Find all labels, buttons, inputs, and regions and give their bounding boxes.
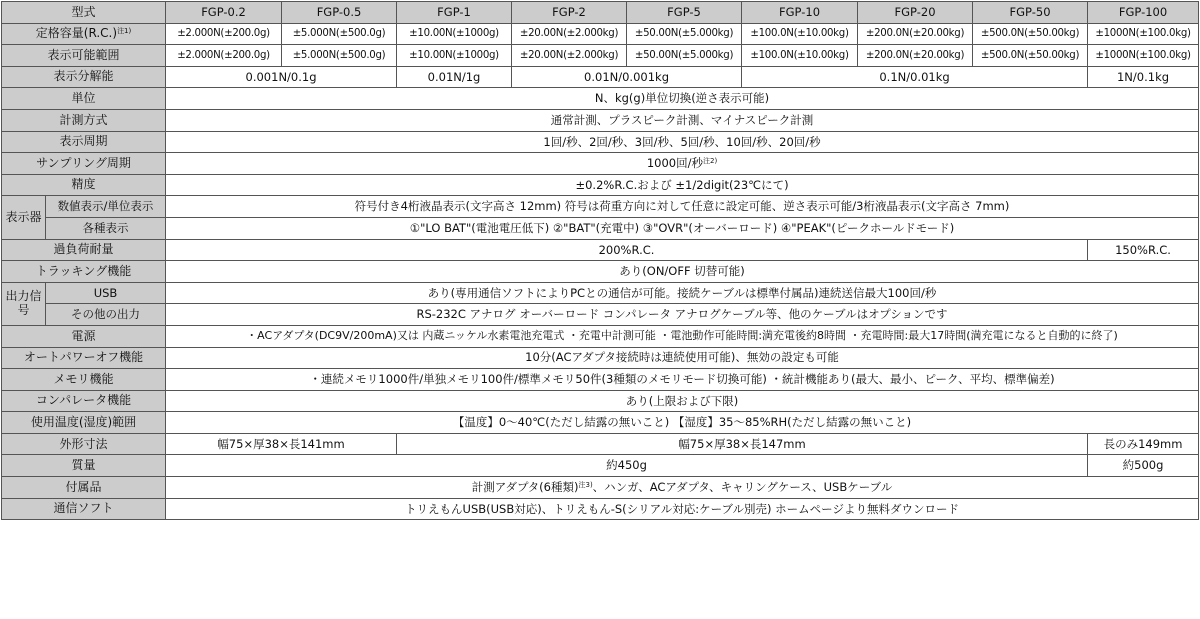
overload-value: 150%R.C. — [1088, 239, 1199, 261]
row-unit — [2, 88, 1199, 110]
label-indicators: 各種表示 — [46, 217, 166, 239]
label-dimensions: 外形寸法 — [2, 433, 166, 455]
row-memory — [2, 369, 1199, 391]
row-software — [2, 498, 1199, 520]
accessories-text: 計測アダプタ(6種類) — [471, 480, 579, 495]
range-cell: ±1000N(±100.0kg) — [1088, 45, 1199, 67]
overload-value: 200%R.C. — [166, 239, 1088, 261]
label-usb: USB — [46, 282, 166, 304]
accuracy-value: ±0.2%R.C.および ±1/2digit(23℃にて) — [166, 174, 1199, 196]
model-cell: FGP-100 — [1088, 2, 1199, 24]
auto-off-value: 10分(ACアダプタ接続時は連続使用可能)、無効の設定も可能 — [166, 347, 1199, 369]
label-auto-off: オートパワーオフ機能 — [2, 347, 166, 369]
row-sampling — [2, 153, 1199, 175]
range-cell: ±10.00N(±1000g) — [397, 45, 512, 67]
resolution-cell: 1N/0.1kg — [1088, 66, 1199, 88]
row-usb — [2, 282, 1199, 304]
row-display-range — [2, 45, 1199, 67]
capacity-cell: ±500.0N(±50.00kg) — [973, 23, 1088, 45]
label-accessories: 付属品 — [2, 477, 166, 499]
usb-value: あり(専用通信ソフトによりPCとの通信が可能。接続ケーブルは標準付属品)連続送信最大100回/秒 — [166, 282, 1199, 304]
resolution-cell: 0.01N/0.001kg — [512, 66, 742, 88]
capacity-cell: ±2.000N(±200.0g) — [166, 23, 282, 45]
label-method: 計測方式 — [2, 109, 166, 131]
row-accessories — [2, 477, 1199, 499]
range-cell: ±5.000N(±500.0g) — [282, 45, 397, 67]
row-comparator — [2, 390, 1199, 412]
range-cell: ±100.0N(±10.00kg) — [742, 45, 858, 67]
capacity-cell: ±5.000N(±500.0g) — [282, 23, 397, 45]
power-value: ・ACアダプタ(DC9V/200mA)又は 内蔵ニッケル水素電池充電式 ・充電中計測可能 ・電池動作可能時間:満充電後約8時間 ・充電時間:最大17時間(満充電になると自動的に終了) — [166, 325, 1199, 347]
model-cell: FGP-2 — [512, 2, 627, 24]
label-model: 型式 — [2, 2, 166, 24]
label-numeric-display: 数値表示/単位表示 — [46, 196, 166, 218]
resolution-cell: 0.01N/1g — [397, 66, 512, 88]
mass-value: 約500g — [1088, 455, 1199, 477]
label-software: 通信ソフト — [2, 498, 166, 520]
row-mass — [2, 455, 1199, 477]
sampling-text: 1000回/秒 — [646, 156, 703, 171]
model-cell: FGP-0.2 — [166, 2, 282, 24]
row-capacity — [2, 23, 1199, 45]
accessories-rest-text: 、ハンガ、ACアダプタ、キャリングケース、USBケーブル — [592, 480, 893, 495]
memory-value: ・連続メモリ1000件/単独メモリ100件/標準メモリ50件(3種類のメモリモード切換可能) ・統計機能あり(最大、最小、ピーク、平均、標準偏差) — [166, 369, 1199, 391]
model-cell: FGP-10 — [742, 2, 858, 24]
capacity-cell: ±50.00N(±5.000kg) — [627, 23, 742, 45]
capacity-cell: ±100.0N(±10.00kg) — [742, 23, 858, 45]
model-cell: FGP-5 — [627, 2, 742, 24]
row-auto-off — [2, 347, 1199, 369]
spec-table — [1, 1, 1199, 520]
row-method — [2, 109, 1199, 131]
label-temp: 使用温度(湿度)範囲 — [2, 412, 166, 434]
note-3: 注3) — [578, 481, 593, 490]
model-cell: FGP-0.5 — [282, 2, 397, 24]
capacity-cell: ±20.00N(±2.000kg) — [512, 23, 627, 45]
label-overload: 過負荷耐量 — [2, 239, 166, 261]
model-cell: FGP-1 — [397, 2, 512, 24]
indicators-value: ①"LO BAT"(電池電圧低下) ②"BAT"(充電中) ③"OVR"(オーバーロード) ④"PEAK"(ピークホールドモード) — [166, 217, 1199, 239]
method-value: 通常計測、プラスピーク計測、マイナスピーク計測 — [166, 109, 1199, 131]
dimensions-value: 幅75×厚38×長147mm — [397, 433, 1088, 455]
label-resolution: 表示分解能 — [2, 66, 166, 88]
sampling-value — [166, 153, 1199, 175]
tracking-value: あり(ON/OFF 切替可能) — [166, 261, 1199, 283]
label-sampling: サンプリング周期 — [2, 153, 166, 175]
row-resolution — [2, 66, 1199, 88]
row-dimensions — [2, 433, 1199, 455]
dimensions-value: 幅75×厚38×長141mm — [166, 433, 397, 455]
row-power — [2, 325, 1199, 347]
note-2: 注2) — [703, 157, 718, 166]
capacity-cell: ±200.0N(±20.00kg) — [858, 23, 973, 45]
range-cell: ±500.0N(±50.00kg) — [973, 45, 1088, 67]
label-accuracy: 精度 — [2, 174, 166, 196]
temp-value: 【温度】0〜40℃(ただし結露の無いこと) 【湿度】35〜85%RH(ただし結露の無いこと) — [166, 412, 1199, 434]
capacity-cell: ±10.00N(±1000g) — [397, 23, 512, 45]
other-output-value: RS-232C アナログ オーバーロード コンパレータ アナログケーブル等、他のケーブルはオプションです — [166, 304, 1199, 326]
label-display-group: 表示器 — [2, 196, 46, 239]
row-accuracy — [2, 174, 1199, 196]
label-capacity — [2, 23, 166, 45]
range-cell: ±50.00N(±5.000kg) — [627, 45, 742, 67]
range-cell: ±2.000N(±200.0g) — [166, 45, 282, 67]
row-model — [2, 2, 1199, 24]
unit-value: N、kg(g)単位切換(逆さ表示可能) — [166, 88, 1199, 110]
label-mass: 質量 — [2, 455, 166, 477]
accessories-value — [166, 477, 1199, 499]
label-memory: メモリ機能 — [2, 369, 166, 391]
label-display-range: 表示可能範囲 — [2, 45, 166, 67]
row-display-cycle — [2, 131, 1199, 153]
row-tracking — [2, 261, 1199, 283]
label-power: 電源 — [2, 325, 166, 347]
label-display-cycle: 表示周期 — [2, 131, 166, 153]
range-cell: ±20.00N(±2.000kg) — [512, 45, 627, 67]
label-other-output: その他の出力 — [46, 304, 166, 326]
row-other-output — [2, 304, 1199, 326]
label-tracking: トラッキング機能 — [2, 261, 166, 283]
row-indicators — [2, 217, 1199, 239]
row-overload — [2, 239, 1199, 261]
model-cell: FGP-20 — [858, 2, 973, 24]
label-output-group: 出力信号 — [2, 282, 46, 325]
note-1: 注1) — [117, 27, 132, 36]
row-numeric-display — [2, 196, 1199, 218]
display-cycle-value: 1回/秒、2回/秒、3回/秒、5回/秒、10回/秒、20回/秒 — [166, 131, 1199, 153]
model-cell: FGP-50 — [973, 2, 1088, 24]
software-value: トリえもんUSB(USB対応)、トリえもん-S(シリアル対応:ケーブル別売) ホームページより無料ダウンロード — [166, 498, 1199, 520]
label-capacity-text: 定格容量(R.C.) — [35, 26, 118, 41]
comparator-value: あり(上限および下限) — [166, 390, 1199, 412]
dimensions-value: 長のみ149mm — [1088, 433, 1199, 455]
numeric-display-value: 符号付き4桁液晶表示(文字高さ 12mm) 符号は荷重方向に対して任意に設定可能、逆さ表示可能/3桁液晶表示(文字高さ 7mm) — [166, 196, 1199, 218]
mass-value: 約450g — [166, 455, 1088, 477]
label-unit: 単位 — [2, 88, 166, 110]
row-temp — [2, 412, 1199, 434]
resolution-cell: 0.001N/0.1g — [166, 66, 397, 88]
resolution-cell: 0.1N/0.01kg — [742, 66, 1088, 88]
range-cell: ±200.0N(±20.00kg) — [858, 45, 973, 67]
label-comparator: コンパレータ機能 — [2, 390, 166, 412]
capacity-cell: ±1000N(±100.0kg) — [1088, 23, 1199, 45]
